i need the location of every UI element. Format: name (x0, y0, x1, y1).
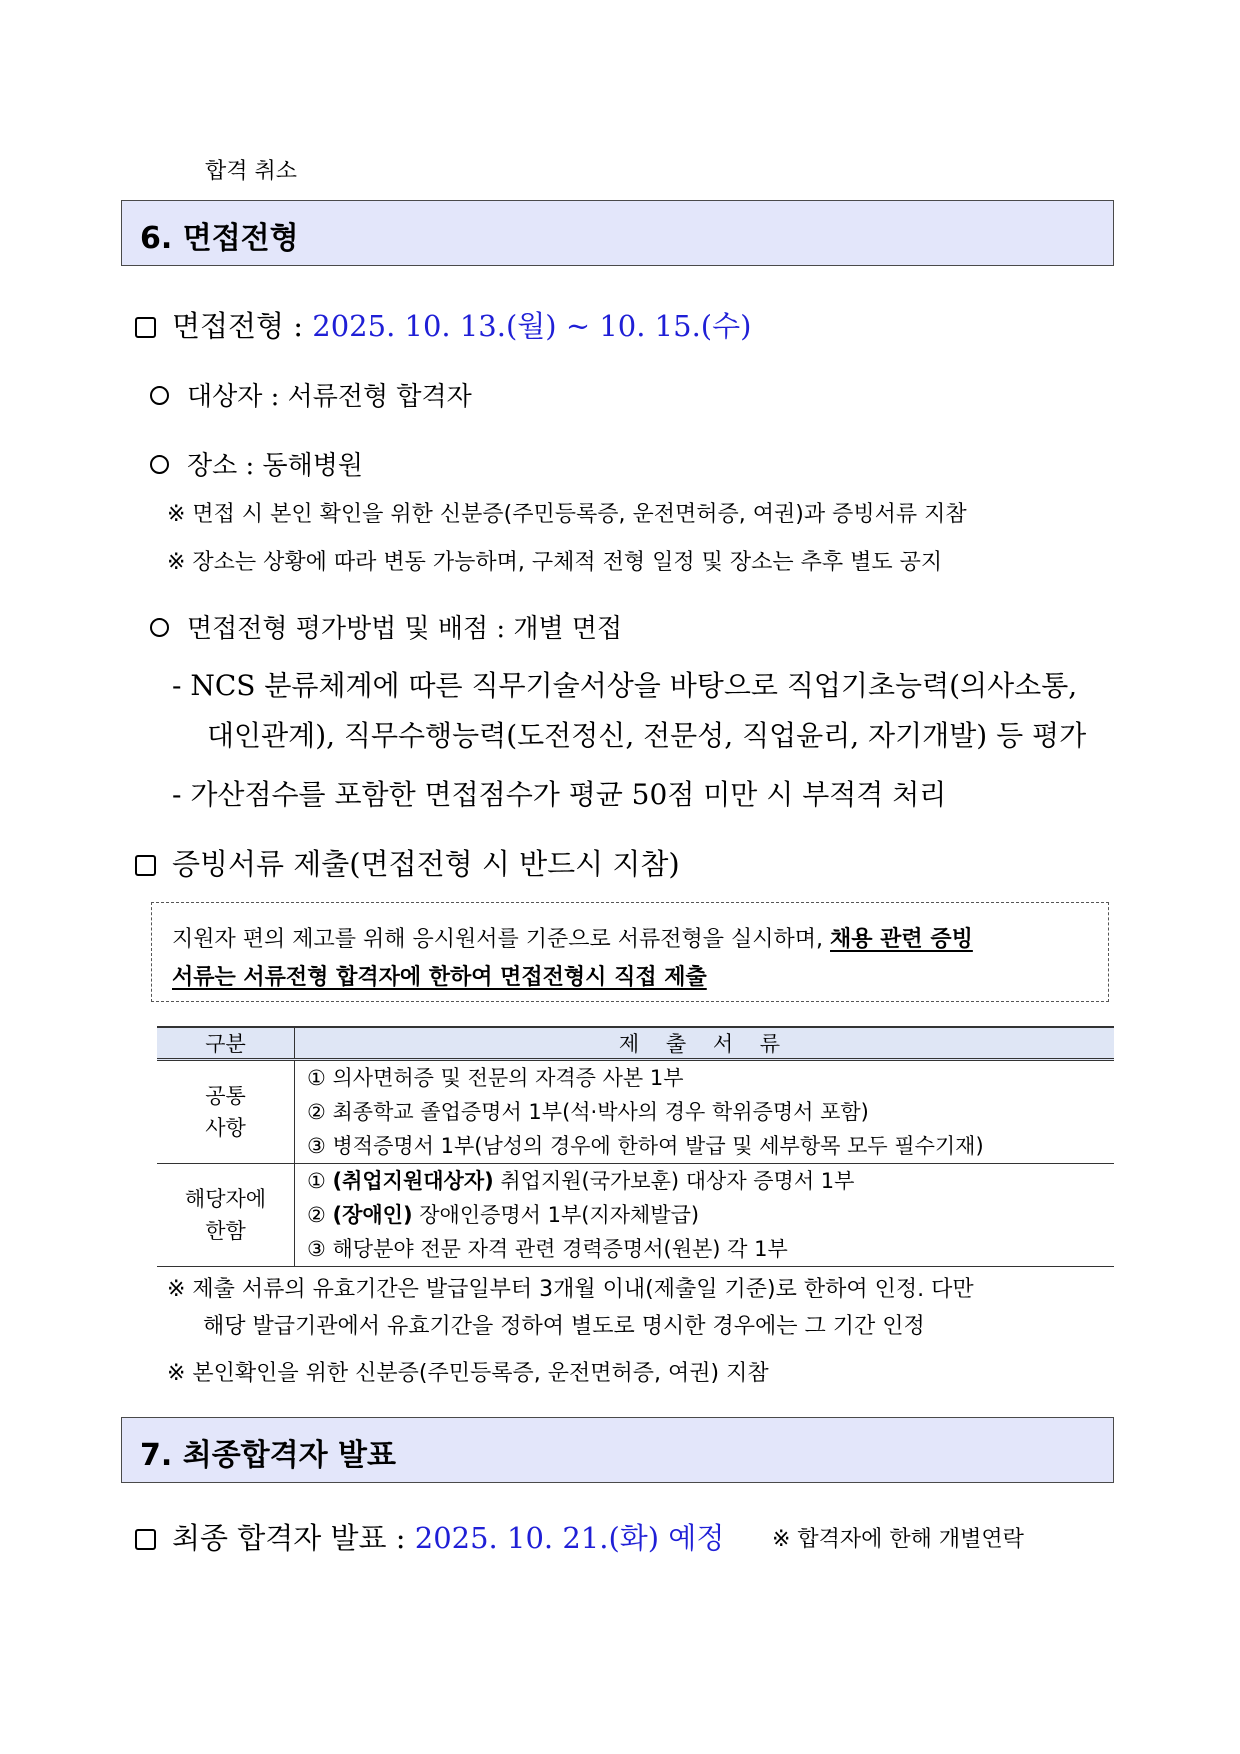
notice-line-2: 서류는 서류전형 합격자에 한하여 면접전형시 직접 제출 (172, 965, 707, 990)
section-7-header (121, 1417, 1114, 1483)
final-announcement (135, 1516, 724, 1557)
checkbox-square-icon (135, 1529, 156, 1550)
documents-note-1-line1: ※ 제출 서류의 유효기간은 발급일부터 3개월 이내(제출일 기준)로 한하여 인정. 다만 (167, 1277, 974, 1302)
interview-place-text: 장소 : 동해병원 (187, 451, 363, 481)
interview-target (150, 376, 472, 413)
circle-bullet-icon (150, 455, 169, 474)
evaluation-item-1-line2: 대인관계), 직무수행능력(도전정신, 전문성, 직업윤리, 자기개발) 등 평가 (207, 719, 1087, 752)
notice-plain-text: 지원자 편의 제고를 위해 응시원서를 기준으로 서류전형을 실시하며, (172, 927, 824, 952)
documents-note-1-line2: 해당 발급기관에서 유효기간을 정하여 별도로 명시한 경우에는 그 기간 인정 (203, 1314, 925, 1339)
circle-bullet-icon (150, 386, 169, 405)
header-category: 구분 (157, 1027, 295, 1060)
category-applicable-line1: 해당자에 (184, 1187, 267, 1211)
documents-table (157, 1026, 1114, 1267)
list-item: ① 의사면허증 및 전문의 자격증 사본 1부 (307, 1066, 684, 1090)
item-text: 취업지원(국가보훈) 대상자 증명서 1부 (493, 1169, 855, 1193)
table-header-row (157, 1027, 1114, 1060)
table-row (157, 1060, 1114, 1164)
checkbox-square-icon (135, 855, 156, 876)
interview-note-2: ※ 장소는 상황에 따라 변동 가능하며, 구체적 전형 일정 및 장소는 추후 별도 공지 (167, 550, 943, 575)
list-item: ② 최종학교 졸업증명서 1부(석·박사의 경우 학위증명서 포함) (307, 1100, 869, 1124)
category-common-line1: 공통 (205, 1084, 246, 1108)
category-applicable (157, 1164, 295, 1267)
cancellation-text: 합격 취소 (205, 159, 298, 184)
checkbox-square-icon (135, 317, 156, 338)
interview-place (150, 445, 363, 482)
documents-title: 증빙서류 제출(면접전형 시 반드시 지참) (172, 847, 680, 881)
category-common (157, 1060, 295, 1164)
interview-method-text: 면접전형 평가방법 및 배점 : 개별 면접 (187, 614, 623, 644)
interview-method (150, 608, 622, 645)
final-note: ※ 합격자에 한해 개별연락 (772, 1527, 1024, 1552)
category-common-line2: 사항 (205, 1116, 246, 1140)
section-6-header (121, 200, 1114, 266)
notice-box (151, 902, 1109, 1002)
item-bold: (장애인) (332, 1203, 413, 1227)
category-applicable-line2: 한함 (205, 1219, 246, 1243)
list-item (307, 1232, 1114, 1266)
notice-bold-text-1: 채용 관련 증빙 (830, 927, 973, 952)
common-documents (295, 1060, 1115, 1164)
item-text: 해당분야 전문 자격 관련 경력증명서(원본) 각 1부 (332, 1237, 788, 1261)
final-date: 2025. 10. 21.(화) 예정 (414, 1521, 725, 1555)
interview-schedule (135, 304, 751, 345)
evaluation-item-2: - 가산점수를 포함한 면접점수가 평균 50점 미만 시 부적격 처리 (172, 778, 947, 811)
interview-target-text: 대상자 : 서류전형 합격자 (187, 382, 472, 412)
section-6-title: 6. 면접전형 (140, 221, 299, 256)
list-item (307, 1198, 1114, 1232)
documents-note-2: ※ 본인확인을 위한 신분증(주민등록증, 운전면허증, 여권) 지참 (167, 1361, 769, 1386)
table-row (157, 1164, 1114, 1267)
item-text: 장애인증명서 1부(지자체발급) (412, 1203, 700, 1227)
final-label: 최종 합격자 발표 : (172, 1521, 406, 1555)
evaluation-item-1-line1: - NCS 분류체계에 따른 직무기술서상을 바탕으로 직업기초능력(의사소통, (172, 669, 1078, 702)
item-prefix: ① (307, 1169, 333, 1193)
interview-note-1: ※ 면접 시 본인 확인을 위한 신분증(주민등록증, 운전면허증, 여권)과 증빙서류 지참 (167, 502, 967, 527)
applicable-documents (295, 1164, 1115, 1267)
interview-label: 면접전형 : (172, 309, 304, 343)
item-bold: (취업지원대상자) (332, 1169, 494, 1193)
notice-line-1 (172, 922, 973, 953)
documents-heading (135, 842, 680, 883)
item-prefix: ② (307, 1203, 333, 1227)
section-7-title: 7. 최종합격자 발표 (140, 1438, 397, 1473)
list-item (307, 1164, 1114, 1198)
circle-bullet-icon (150, 618, 169, 637)
list-item: ③ 병적증명서 1부(남성의 경우에 한하여 발급 및 세부항목 모두 필수기재) (307, 1134, 984, 1158)
item-prefix: ③ (307, 1237, 333, 1261)
interview-date: 2025. 10. 13.(월) ~ 10. 15.(수) (312, 309, 752, 343)
header-documents: 제 출 서 류 (295, 1027, 1115, 1060)
